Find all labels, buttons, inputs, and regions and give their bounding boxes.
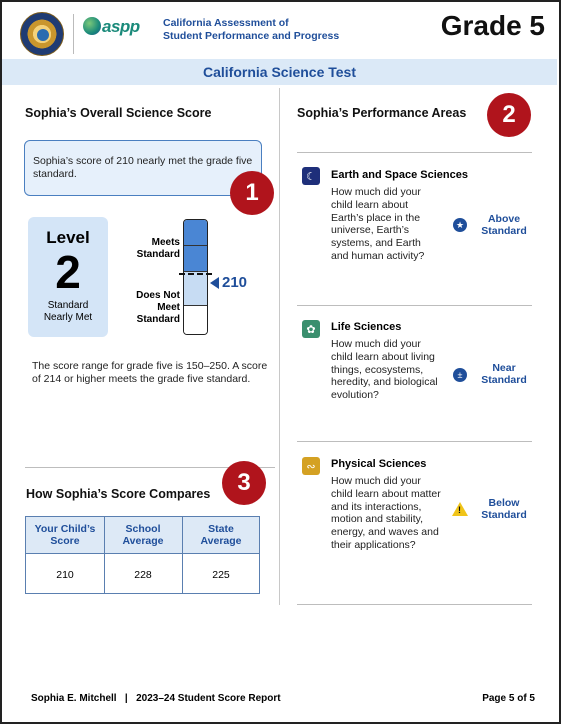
score-arrow-icon — [210, 277, 219, 289]
caaspp-logo: aspp — [83, 17, 140, 37]
area-divider-2 — [297, 441, 532, 442]
marker-2: 2 — [487, 93, 531, 137]
score-value: 210 — [222, 274, 248, 291]
compare-heading: How Sophia’s Score Compares — [26, 487, 211, 501]
area-desc-earth-space: How much did your child learn about Earth’s place in the universe, Earth’s systems, and Earth and human activity? — [331, 186, 425, 262]
star-icon: ★ — [453, 218, 467, 232]
score-range-text: The score range for grade five is 150–250. A score of 214 or higher meets the grade five standard. — [32, 360, 268, 385]
header-state-average: State Average — [200, 523, 242, 547]
scale-segment-not-met — [184, 306, 207, 335]
area-divider-bottom — [297, 604, 532, 605]
score-callout: Sophia’s score of 210 nearly met the grade five standard. — [24, 140, 262, 196]
value-your-score: 210 — [56, 569, 74, 581]
not-meet-standard-label: Does Not Meet Standard — [136, 290, 180, 325]
atom-icon: ∾ — [302, 457, 320, 475]
caaspp-globe-icon — [83, 17, 101, 35]
performance-heading: Sophia’s Performance Areas — [297, 106, 467, 120]
score-scale-bar — [183, 219, 208, 335]
sprout-icon: ✿ — [302, 320, 320, 338]
area-desc-life: How much did your child learn about living things, ecosystems, heredity, and biological evolution? — [331, 338, 438, 402]
footer-student: Sophia E. Mitchell | 2023–24 Student Score Report — [31, 693, 281, 704]
warning-icon: ! — [452, 502, 468, 516]
state-seal-icon — [20, 12, 64, 56]
program-title-line2: Student Performance and Progress — [163, 30, 340, 42]
logo-divider — [73, 14, 74, 54]
area-divider-top — [297, 152, 532, 153]
level-box — [28, 217, 108, 337]
result-life: Near Standard — [481, 362, 527, 386]
area-divider-1 — [297, 305, 532, 306]
earth-space-icon: ☾ — [302, 167, 320, 185]
scale-segment-nearly-met — [184, 272, 207, 306]
level-number: 2 — [55, 246, 81, 298]
plus-minus-icon: ± — [453, 368, 467, 382]
overall-score-heading: Sophia’s Overall Science Score — [25, 106, 212, 120]
scale-segment-exceeded — [184, 220, 207, 246]
header-your-score: Your Child’s Score — [34, 523, 96, 547]
area-title-life: Life Sciences — [331, 321, 402, 333]
header-school-average: School Average — [122, 523, 164, 547]
comparison-table — [25, 516, 260, 594]
area-title-physical: Physical Sciences — [331, 458, 427, 470]
result-earth-space: Above Standard — [481, 213, 527, 237]
program-title — [163, 17, 339, 43]
score-marker-line — [179, 273, 212, 275]
scale-segment-met — [184, 246, 207, 272]
level-description: Standard Nearly Met — [43, 300, 93, 323]
marker-1: 1 — [230, 171, 274, 215]
area-title-earth-space: Earth and Space Sciences — [331, 169, 468, 181]
test-banner: California Science Test — [2, 59, 557, 85]
result-physical: Below Standard — [481, 497, 527, 521]
footer-page: Page 5 of 5 — [482, 693, 535, 704]
grade-title: Grade 5 — [440, 10, 545, 41]
value-school-average: 228 — [134, 569, 152, 581]
area-desc-physical: How much did your child learn about matter and its interactions, motion and stability, energy, and waves and their applications? — [331, 475, 441, 551]
column-divider — [279, 88, 280, 605]
level-word: Level — [46, 228, 90, 247]
meets-standard-label: Meets Standard — [136, 237, 180, 260]
program-title-line1: California Assessment of — [163, 17, 289, 29]
value-state-average: 225 — [212, 569, 230, 581]
marker-3: 3 — [222, 461, 266, 505]
